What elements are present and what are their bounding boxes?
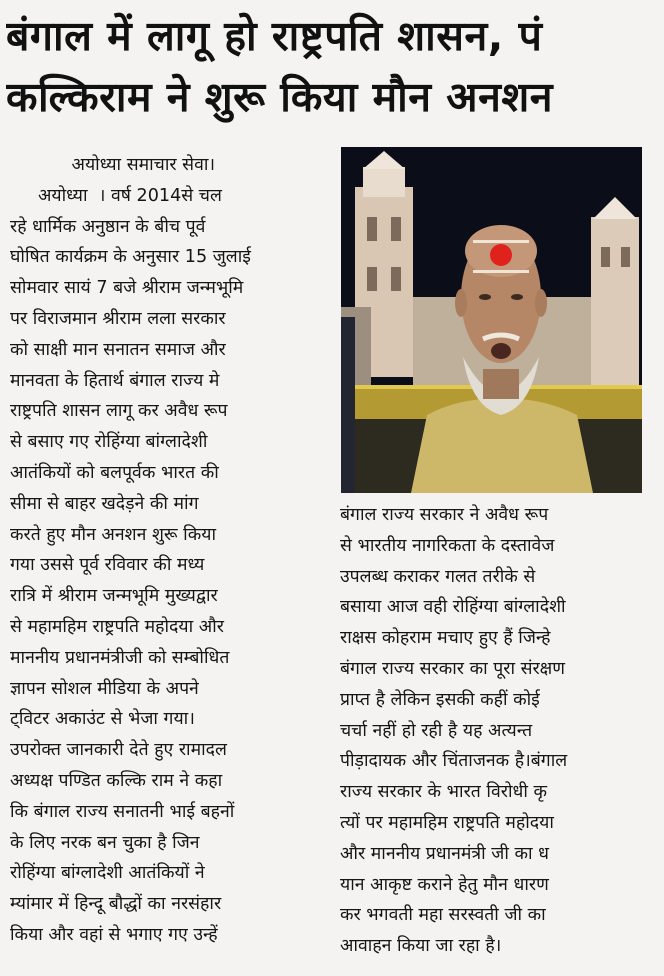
photo-illustration bbox=[341, 147, 642, 493]
article-line: ज्ञापन सोशल मीडिया के अपने bbox=[10, 678, 199, 699]
article-line: से भारतीय नागरिकता के दस्तावेज bbox=[340, 535, 555, 556]
article-line: बसाया आज वही रोहिंग्या बांग्लादेशी bbox=[340, 597, 566, 618]
article-line: चर्चा नहीं हो रही है यह अत्यन्त bbox=[340, 720, 533, 741]
article-line: यान आकृष्ट कराने हेतु मौन धारण bbox=[340, 874, 549, 895]
article-line: कि बंगाल राज्य सनातनी भाई बहनों bbox=[10, 801, 235, 822]
headline-line-1: बंगाल में लागू हो राष्ट्रपति शासन, पं bbox=[6, 12, 543, 60]
article-line: म्यांमार में हिन्दू बौद्धों का नरसंहार bbox=[10, 894, 222, 915]
article-line: अयोध्या समाचार सेवा। bbox=[10, 155, 216, 175]
article-line: राज्य सरकार के भारत विरोधी कृ bbox=[340, 782, 547, 803]
article-line: माननीय प्रधानमंत्रीजी को सम्बोधित bbox=[10, 647, 230, 668]
headline-line-2: कल्किराम ने शुरू किया मौन अनशन bbox=[6, 73, 553, 121]
article-line: रहे धार्मिक अनुष्ठान के बीच पूर्व bbox=[10, 216, 206, 237]
article-line: कर भगवती महा सरस्वती जी का bbox=[340, 905, 546, 926]
article-line: मानवता के हितार्थ बंगाल राज्य मे bbox=[10, 370, 220, 391]
article-line: पर विराजमान श्रीराम लला सरकार bbox=[10, 308, 226, 329]
article-line: करते हुए मौन अनशन शुरू किया bbox=[10, 524, 217, 545]
article-line: राष्ट्रपति शासन लागू कर अवैध रूप bbox=[10, 401, 228, 422]
article-line: गया उससे पूर्व रविवार की मध्य bbox=[10, 555, 205, 576]
article-right-column bbox=[340, 500, 658, 962]
article-line: अयोध्या । वर्ष 2014से चल bbox=[10, 185, 222, 206]
article-line: उपरोक्त जानकारी देते हुए रामादल bbox=[10, 740, 227, 761]
article-line: को साक्षी मान सनातन समाज और bbox=[10, 339, 226, 360]
article-line: से महामहिम राष्ट्रपति महोदया और bbox=[10, 616, 224, 637]
article-line: रोहिंग्या बांग्लादेशी आतंकियों ने bbox=[10, 863, 205, 884]
article-line: और माननीय प्रधानमंत्री जी का ध bbox=[340, 843, 549, 864]
article-line: रात्रि में श्रीराम जन्मभूमि मुख्यद्वार bbox=[10, 586, 218, 607]
article-line: पीड़ादायक और चिंताजनक है।बंगाल bbox=[340, 751, 568, 772]
article-line: सीमा से बाहर खदेड़ने की मांग bbox=[10, 493, 199, 514]
article-line: सोमवार सायं 7 बजे श्रीराम जन्मभूमि bbox=[10, 278, 244, 299]
article-line: ट्विटर अकाउंट से भेजा गया। bbox=[10, 709, 195, 730]
article-line: प्राप्त है लेकिन इसकी कहीं कोई bbox=[340, 689, 540, 710]
article-line: आवाहन किया जा रहा है। bbox=[340, 936, 502, 957]
article-line: आतंकियों को बलपूर्वक भारत की bbox=[10, 462, 219, 483]
news-photo bbox=[341, 147, 642, 493]
headline bbox=[6, 6, 658, 128]
article-left-column bbox=[10, 150, 328, 951]
article-line: राक्षस कोहराम मचाए हुए हैं जिन्हे bbox=[340, 628, 551, 649]
article-line: उपलब्ध कराकर गलत तरीके से bbox=[340, 566, 536, 587]
article-line: से बसाए गए रोहिंग्या बांग्लादेशी bbox=[10, 432, 208, 453]
article-line: घोषित कार्यक्रम के अनुसार 15 जुलाई bbox=[10, 247, 251, 268]
article-line: त्यों पर महामहिम राष्ट्रपति महोदया bbox=[340, 812, 554, 833]
article-line: के लिए नरक बन चुका है जिन bbox=[10, 832, 200, 853]
article-line: अध्यक्ष पण्डित कल्कि राम ने कहा bbox=[10, 770, 223, 791]
article-line: बंगाल राज्य सरकार का पूरा संरक्षण bbox=[340, 658, 566, 679]
article-line: किया और वहां से भगाए गए उन्हें bbox=[10, 924, 218, 945]
article-line: बंगाल राज्य सरकार ने अवैध रूप bbox=[340, 505, 549, 525]
